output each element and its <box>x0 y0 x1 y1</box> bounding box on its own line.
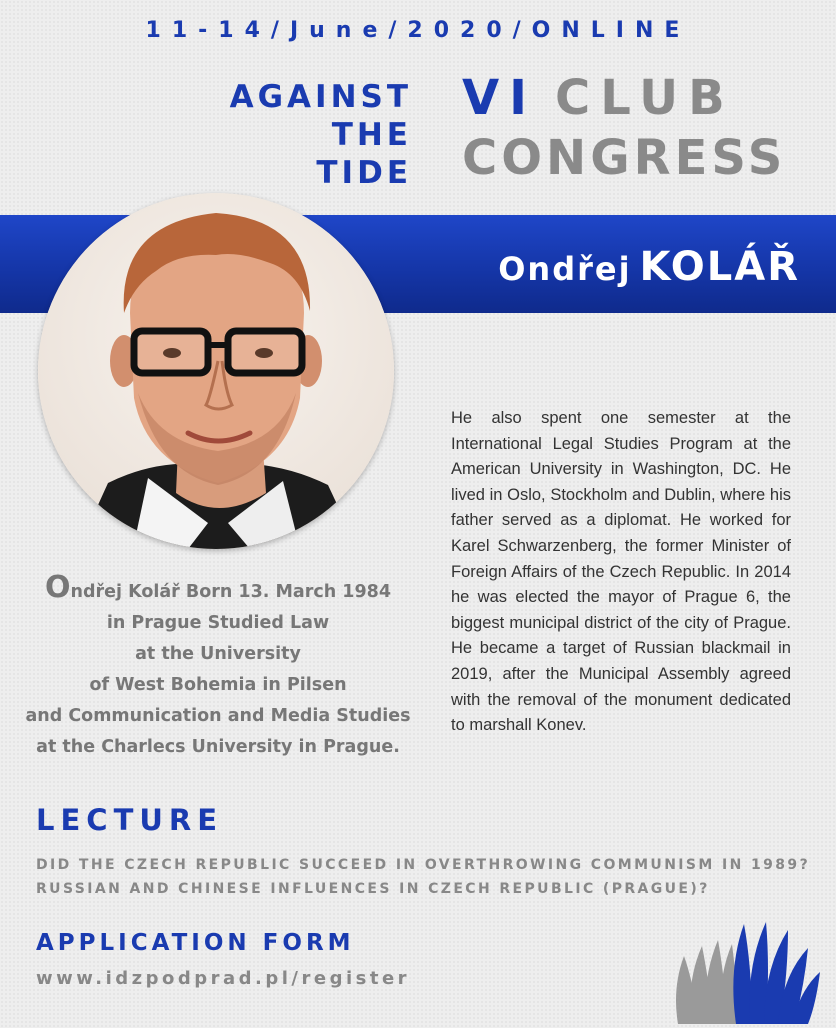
application-form-heading: APPLICATION FORM <box>36 930 355 956</box>
bio-line: and Communication and Media Studies <box>25 706 411 726</box>
lecture-topic-line: DID THE CZECH REPUBLIC SUCCEED IN OVERTHROWING COMMUNISM IN 1989? <box>36 857 811 873</box>
bio-line: at the Charlecs University in Prague. <box>36 737 400 757</box>
tagline-line: AGAINST <box>229 79 412 115</box>
bio-line: ndřej Kolář Born 13. March 1984 <box>70 582 392 602</box>
event-date-line: 11-14/June/2020/ONLINE <box>145 18 691 43</box>
congress-roman-numeral: VI <box>462 70 538 126</box>
speaker-name <box>498 244 800 290</box>
lecture-heading: LECTURE <box>36 803 224 837</box>
congress-title <box>462 68 802 188</box>
speaker-bio-summary <box>20 572 416 763</box>
wings-logo-icon <box>670 918 820 1024</box>
speaker-last-name: KOLÁŘ <box>639 244 800 290</box>
congress-word: CONGRESS <box>462 130 787 186</box>
registration-link[interactable]: www.idzpodprad.pl/register <box>36 968 411 989</box>
congress-club: CLUB <box>555 70 735 126</box>
speaker-portrait-photo <box>38 193 394 549</box>
bio-drop-cap: O <box>44 570 71 605</box>
tagline <box>200 78 412 192</box>
tagline-line: TIDE <box>316 155 412 191</box>
speaker-bio-details: He also spent one semester at the International Legal Studies Program at the American University in Washington, DC. He lived in Oslo, Stockholm and Dublin, where his father served as a diplomat. He worked for Karel Schwarzenberg, the former Minister of Foreign Affairs of the Czech Republic. In 2014 he was elected the mayor of Prague 6, the biggest municipal district of the city of Prague. He became a target of Russian blackmail in 2019, after the Municipal Assembly agreed with the removal of the monument dedicated to marshall Konev. <box>451 409 791 735</box>
speaker-first-name: Ondřej <box>498 250 632 288</box>
lecture-topic-line: RUSSIAN AND CHINESE INFLUENCES IN CZECH REPUBLIC (PRAGUE)? <box>36 881 710 897</box>
bio-line: at the University <box>135 644 301 664</box>
bio-line: of West Bohemia in Pilsen <box>89 675 347 695</box>
lecture-topic <box>36 853 826 901</box>
tagline-line: THE <box>331 117 412 153</box>
bio-line: in Prague Studied Law <box>106 613 330 633</box>
